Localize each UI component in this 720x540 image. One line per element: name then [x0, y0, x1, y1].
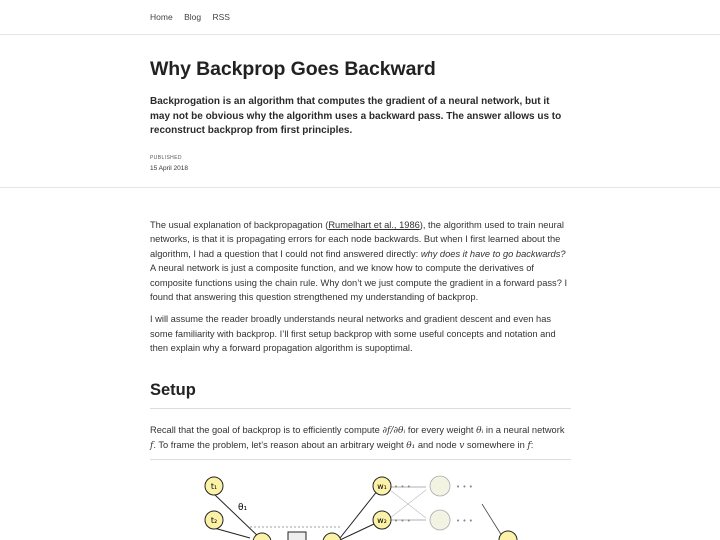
- math-theta-1: θ₁: [406, 441, 416, 452]
- edge: [214, 528, 250, 538]
- citation-link[interactable]: Rumelhart et al., 1986: [328, 220, 420, 230]
- nav-links: [150, 12, 239, 22]
- intro-paragraph-2: I will assume the reader broadly understands neural networks and gradient descent and even has some familiarity with backprop. I’ll first setup backprop with some useful concepts and notation and then explain why a forward propagation algorithm is supoptimal.: [150, 314, 556, 354]
- setup-text: for every weight: [405, 425, 477, 435]
- post-title: Why Backprop Goes Backward: [150, 58, 436, 80]
- ellipsis: • • •: [456, 517, 473, 525]
- intro-paragraph-1: [150, 218, 571, 304]
- post-header: [150, 58, 570, 139]
- setup-divider: [150, 408, 571, 409]
- ellipsis: • • •: [394, 483, 411, 491]
- math-gradient: ∂f/∂θᵢ: [382, 426, 406, 436]
- math-f: f: [527, 441, 531, 452]
- header-divider: [0, 187, 720, 188]
- math-theta-i: θᵢ: [476, 426, 484, 436]
- intro-text: ), the algorithm used to train neural networks, is that it is propagating errors for each node backwards. But when I first learned about the algorithm, I had a question that I could not find answered directly:: [150, 220, 564, 259]
- nav-home-link[interactable]: Home: [150, 12, 173, 22]
- node-label-t2: t₂: [210, 516, 218, 525]
- math-v: v: [459, 441, 465, 452]
- published-date: 15 April 2018: [150, 165, 188, 172]
- setup-text: somewhere in: [464, 440, 528, 451]
- node-label-w2: w₂: [377, 516, 387, 525]
- math-f: f: [150, 441, 154, 452]
- ellipsis: • • •: [456, 483, 473, 491]
- setup-text: Recall that the goal of backprop is to efficiently compute: [150, 425, 383, 435]
- node-label-t1: t₁: [210, 482, 218, 491]
- intro-text: A neural network is just a composite function, and we know how to compute the derivatives of composite functions using the chain rule. Why don’t we just compute the gradient in a forward pass? I found that answering this question strengthened my understanding of backprop.: [150, 263, 568, 303]
- node-gray: [430, 510, 450, 530]
- intro-question: why does it have to go backwards?: [420, 248, 566, 259]
- setup-heading: Setup: [150, 381, 196, 399]
- node-partial: [323, 533, 341, 540]
- ellipsis: • • •: [394, 517, 411, 525]
- figure-divider: [150, 459, 571, 460]
- setup-text: in a neural network: [483, 425, 565, 435]
- setup-text: . To frame the problem, let’s reason about an arbitrary weight: [153, 440, 407, 451]
- weight-label-theta1: θ₁: [238, 503, 248, 513]
- top-nav: [0, 0, 720, 35]
- node-sigma-box: [288, 532, 306, 540]
- node-gray: [430, 476, 450, 496]
- node-output: [499, 531, 517, 540]
- post-body: [150, 218, 571, 364]
- network-diagram: [190, 470, 530, 540]
- nav-blog-link[interactable]: Blog: [184, 12, 202, 22]
- nav-rss-link[interactable]: RSS: [212, 12, 230, 22]
- setup-text: and node: [415, 440, 460, 451]
- published-label: PUBLISHED: [150, 155, 182, 161]
- edge: [482, 504, 502, 536]
- node-label-w1: w₁: [377, 482, 387, 491]
- setup-text: :: [530, 440, 534, 451]
- intro-text: The usual explanation of backpropagation (: [150, 220, 329, 230]
- setup-paragraph: [150, 423, 571, 454]
- post-lede: Backprogation is an algorithm that computes the gradient of a neural network, but it may not be obvious why the algorithm uses a backward pass. The answer allows us to reconstruct backprop from first principles.: [150, 96, 562, 136]
- setup-section: [150, 381, 571, 409]
